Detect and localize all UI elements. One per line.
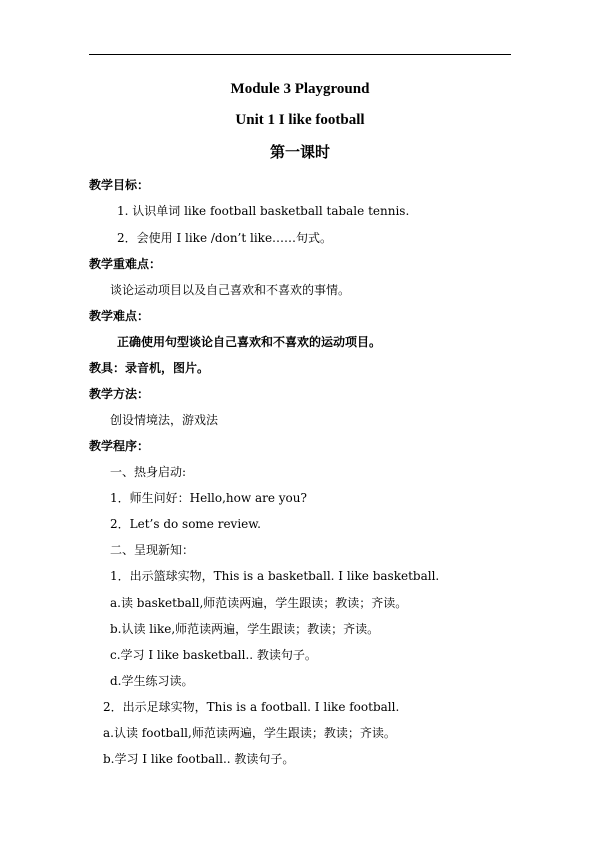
difficulty-heading: 教学难点： — [89, 309, 150, 323]
new-item-1a: a.读 basketball,师范读两遍，学生跟读；教读；齐读。 — [110, 596, 408, 610]
teaching-tools: 教具：录音机，图片。 — [89, 361, 210, 375]
methods-heading: 教学方法： — [89, 387, 150, 401]
objective-1: 1. 认识单词 like football basketball tabale tennis. — [117, 204, 410, 218]
warmup-heading: 一、热身启动: — [110, 465, 187, 479]
new-item-1b: b.认读 like,师范读两遍，学生跟读；教读；齐读。 — [110, 622, 380, 636]
new-item-2: 2．出示足球实物，This is a football. I like football. — [103, 700, 400, 714]
new-item-1c: c.学习 I like basketball.. 教读句子。 — [110, 648, 317, 662]
key-points-text: 谈论运动项目以及自己喜欢和不喜欢的事情。 — [110, 283, 351, 297]
lesson-title: 第一课时 — [269, 145, 330, 161]
objectives-heading: 教学目标： — [89, 178, 150, 192]
warmup-item-2: 2．Let’s do some review. — [110, 517, 261, 531]
warmup-item-1: 1．师生问好：Hello,how are you? — [110, 491, 307, 505]
new-item-2a: a.认读 football,师范读两遍，学生跟读；教读；齐读。 — [103, 726, 396, 740]
methods-text: 创设情境法，游戏法 — [110, 413, 219, 427]
new-item-1: 1．出示篮球实物，This is a basketball. I like basketball. — [110, 569, 440, 583]
key-points-heading: 教学重难点： — [89, 257, 162, 271]
new-item-2b: b.学习 I like football.. 教读句子。 — [103, 752, 295, 766]
new-knowledge-heading: 二、呈现新知： — [110, 543, 195, 557]
new-item-1d: d.学生练习读。 — [110, 674, 194, 688]
objective-2: 2．会使用 I like /don’t like……句式。 — [117, 231, 333, 245]
difficulty-text: 正确使用句型谈论自己喜欢和不喜欢的运动项目。 — [117, 335, 382, 349]
procedure-heading: 教学程序： — [89, 439, 150, 453]
module-title: Module 3 Playground — [230, 81, 370, 97]
header-rule — [89, 54, 511, 55]
unit-title: Unit 1 I like football — [235, 112, 365, 128]
